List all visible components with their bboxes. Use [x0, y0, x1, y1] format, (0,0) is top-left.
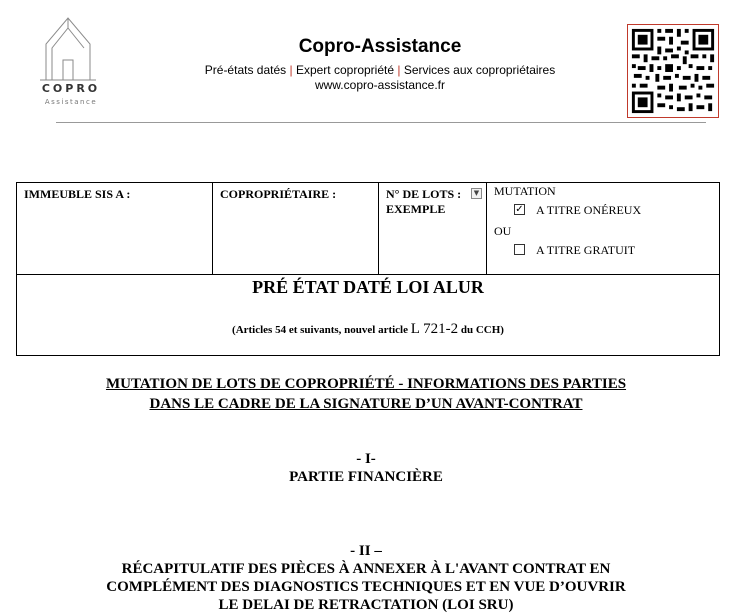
logo-word: COPRO: [41, 82, 101, 95]
lots-dropdown-icon[interactable]: ▼: [471, 188, 482, 199]
column-divider: [212, 183, 213, 274]
gratuit-label: A TITRE GRATUIT: [536, 243, 636, 257]
column-divider: [486, 183, 487, 274]
or-label: OU: [494, 224, 512, 238]
tagline-item: Expert copropriété: [295, 63, 395, 77]
tagline-separator: |: [397, 63, 401, 77]
copro-logo-icon: [38, 12, 110, 110]
part-1-number: - I-: [356, 451, 376, 467]
part-2-number: - II –: [350, 543, 382, 559]
document-subtitle: [17, 321, 719, 338]
row-divider: [17, 274, 719, 275]
part-2-title-line-3: LE DELAI DE RETRACTATION (LOI SRU): [218, 597, 514, 613]
mutation-label: MUTATION: [494, 184, 556, 198]
tagline-item: Pré-états datés: [204, 63, 287, 77]
part-2-title-line-2: COMPLÉMENT DES DIAGNOSTICS TECHNIQUES ET EN VUE D’OUVRIR: [106, 579, 626, 595]
subtitle-prefix: (Articles 54 et suivants, nouvel article: [232, 324, 408, 336]
subtitle-suffix: du CCH): [460, 324, 504, 336]
logo-subtitle: Assistance: [44, 98, 98, 106]
brand-tagline: [150, 63, 610, 77]
qr-code-icon: [627, 24, 719, 118]
lots-value[interactable]: EXEMPLE: [386, 202, 446, 216]
part-2-title-line-1: RÉCAPITULATIF DES PIÈCES À ANNEXER À L'AVANT CONTRAT EN: [121, 561, 611, 577]
immeuble-field[interactable]: IMMEUBLE SIS A :: [24, 187, 131, 201]
section-title-line-2: DANS LE CADRE DE LA SIGNATURE D’UN AVANT-CONTRAT: [149, 396, 583, 412]
tagline-separator: |: [289, 63, 293, 77]
header-divider: [56, 122, 706, 123]
subtitle-article-ref: L 721-2: [410, 321, 459, 337]
brand-title: Copro-Assistance: [298, 36, 462, 57]
tagline-item: Services aux copropriétaires: [403, 63, 556, 77]
gratuit-checkbox[interactable]: [514, 244, 525, 255]
property-form-table: [16, 182, 720, 356]
document-title: PRÉ ÉTAT DATÉ LOI ALUR: [252, 277, 484, 297]
onereux-label: A TITRE ONÉREUX: [536, 203, 642, 217]
onereux-checkbox[interactable]: ✓: [515, 204, 524, 215]
column-divider: [378, 183, 379, 274]
part-1-title: PARTIE FINANCIÈRE: [289, 469, 443, 485]
coproprietaire-field[interactable]: COPROPRIÉTAIRE :: [220, 187, 337, 201]
section-title-line-1: MUTATION DE LOTS DE COPROPRIÉTÉ - INFORMATIONS DES PARTIES: [105, 376, 627, 392]
lots-label: N° DE LOTS :: [386, 187, 462, 201]
website-url[interactable]: www.copro-assistance.fr: [314, 78, 446, 92]
